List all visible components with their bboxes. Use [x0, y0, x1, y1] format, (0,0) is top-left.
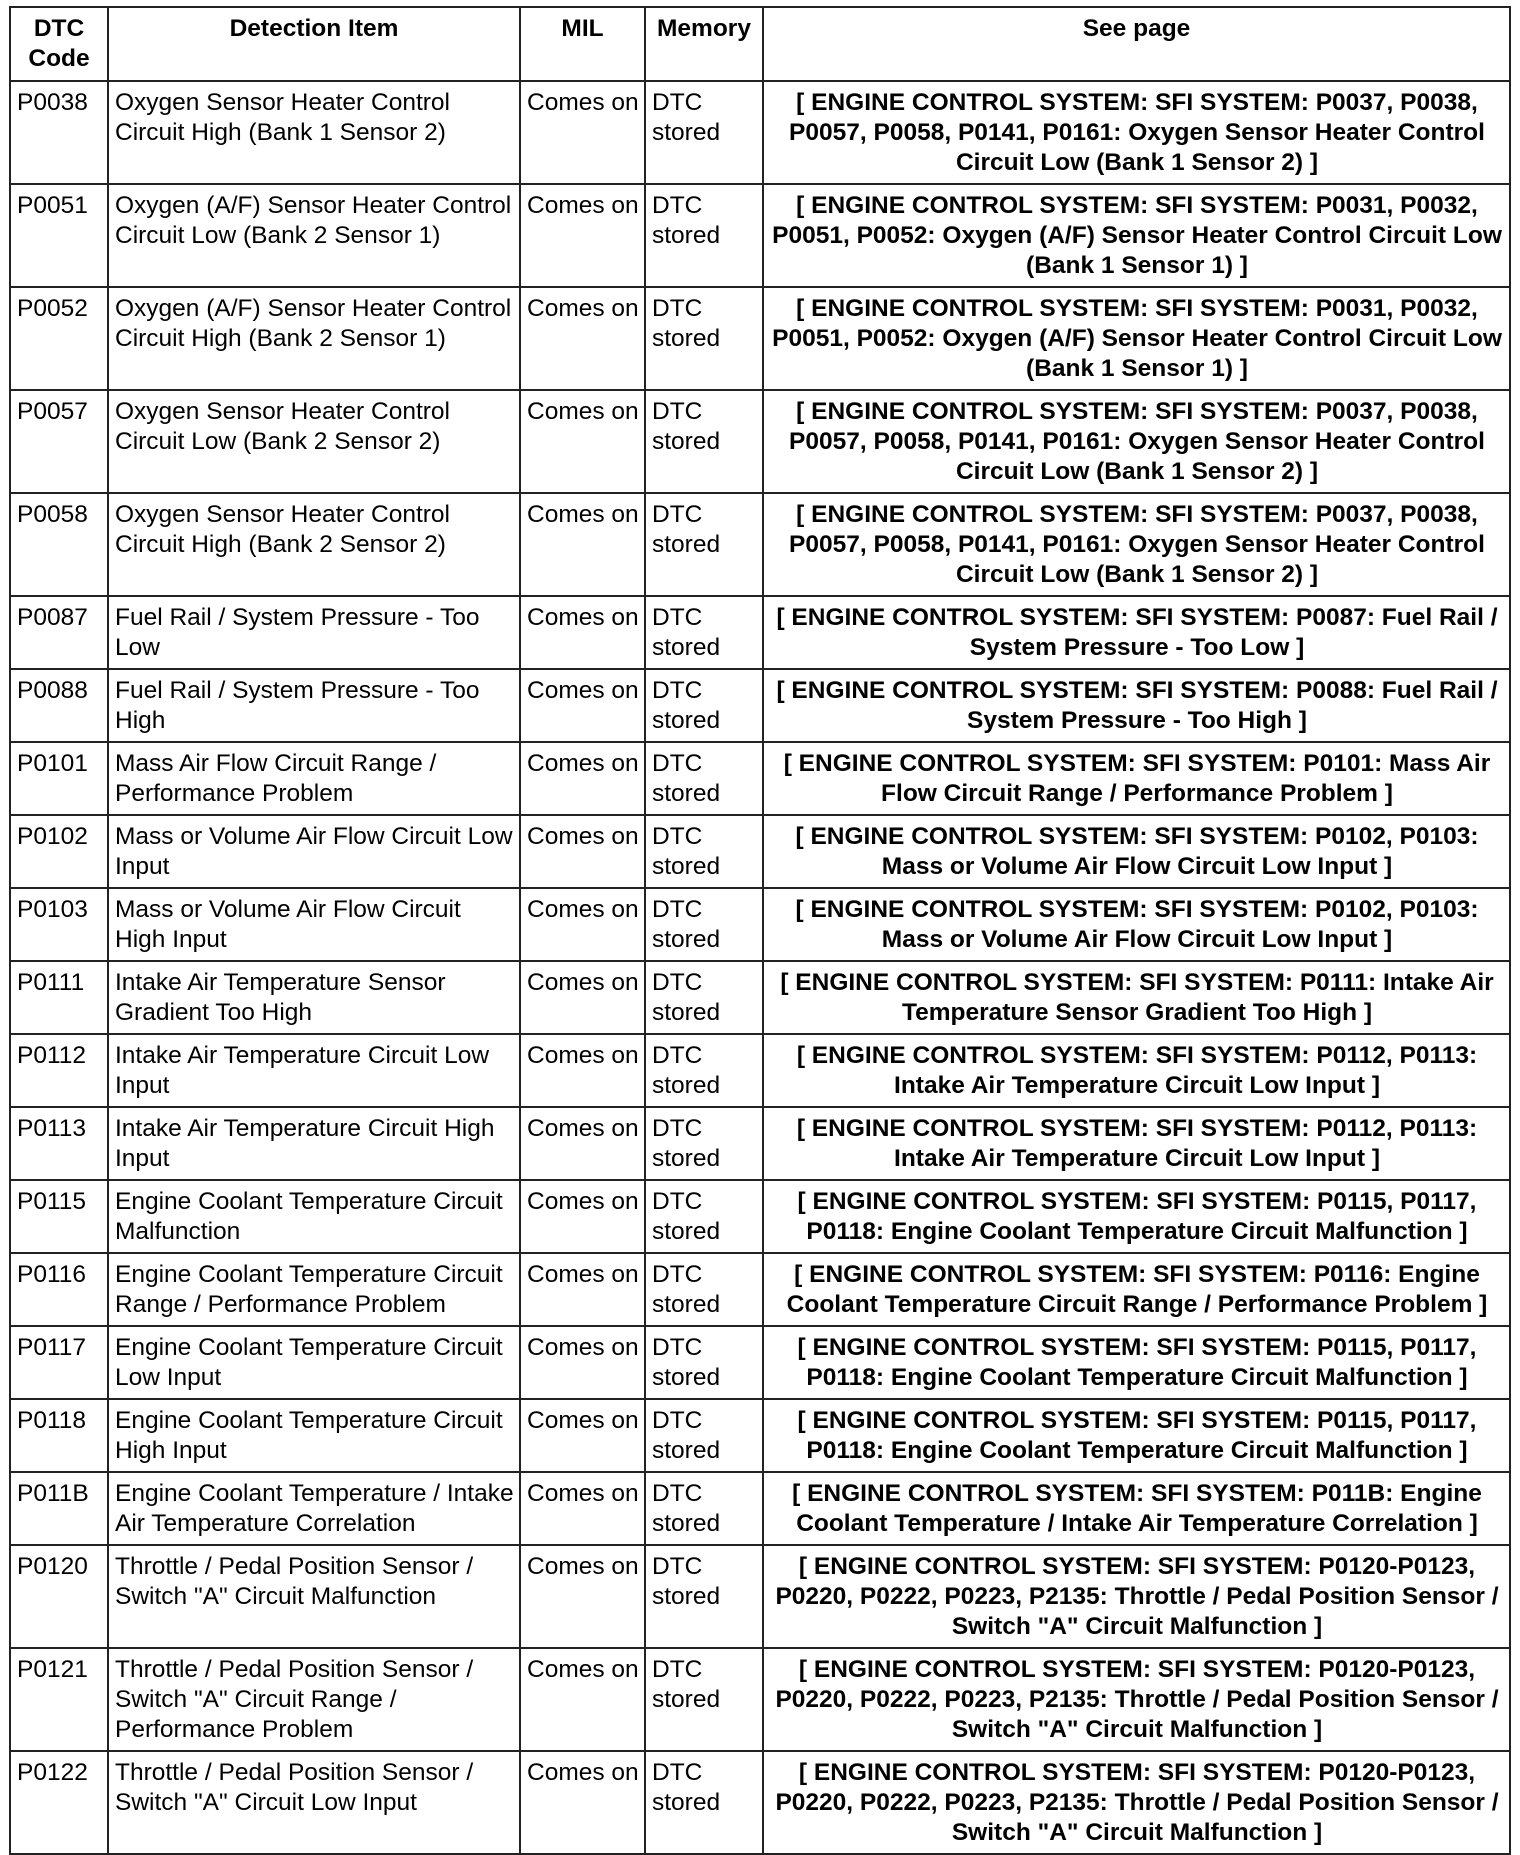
see-page-link[interactable]: [ ENGINE CONTROL SYSTEM: SFI SYSTEM: P011B: Engine Coolant Temperature / Intake Air Temperature Correlation ] [763, 1472, 1510, 1545]
dtc-code: P0102 [10, 815, 108, 888]
table-row [10, 1180, 1510, 1253]
dtc-code: P0115 [10, 1180, 108, 1253]
table-header-row [10, 7, 1510, 81]
detection-item: Oxygen (A/F) Sensor Heater Control Circuit Low (Bank 2 Sensor 1) [108, 184, 520, 287]
dtc-code: P0116 [10, 1253, 108, 1326]
memory-status: DTC stored [645, 1545, 763, 1648]
dtc-code: P0113 [10, 1107, 108, 1180]
table-row [10, 815, 1510, 888]
mil-status: Comes on [520, 1107, 645, 1180]
mil-status: Comes on [520, 669, 645, 742]
mil-status: Comes on [520, 596, 645, 669]
memory-status: DTC stored [645, 287, 763, 390]
memory-status: DTC stored [645, 493, 763, 596]
memory-status: DTC stored [645, 1180, 763, 1253]
table-row [10, 888, 1510, 961]
table-row [10, 1751, 1510, 1854]
see-page-link[interactable]: [ ENGINE CONTROL SYSTEM: SFI SYSTEM: P0102, P0103: Mass or Volume Air Flow Circuit Low Input ] [763, 888, 1510, 961]
header-detection-item: Detection Item [108, 7, 520, 81]
detection-item: Mass or Volume Air Flow Circuit Low Input [108, 815, 520, 888]
mil-status: Comes on [520, 1472, 645, 1545]
mil-status: Comes on [520, 888, 645, 961]
table-row [10, 1545, 1510, 1648]
see-page-link[interactable]: [ ENGINE CONTROL SYSTEM: SFI SYSTEM: P0087: Fuel Rail / System Pressure - Too Low ] [763, 596, 1510, 669]
see-page-link[interactable]: [ ENGINE CONTROL SYSTEM: SFI SYSTEM: P0116: Engine Coolant Temperature Circuit Range / Performance Problem ] [763, 1253, 1510, 1326]
table-row [10, 493, 1510, 596]
dtc-code: P0111 [10, 961, 108, 1034]
dtc-code: P0117 [10, 1326, 108, 1399]
dtc-code: P0101 [10, 742, 108, 815]
see-page-link[interactable]: [ ENGINE CONTROL SYSTEM: SFI SYSTEM: P0088: Fuel Rail / System Pressure - Too High ] [763, 669, 1510, 742]
detection-item: Intake Air Temperature Sensor Gradient Too High [108, 961, 520, 1034]
memory-status: DTC stored [645, 669, 763, 742]
dtc-code: P0058 [10, 493, 108, 596]
dtc-code: P0087 [10, 596, 108, 669]
header-see-page: See page [763, 7, 1510, 81]
detection-item: Fuel Rail / System Pressure - Too High [108, 669, 520, 742]
memory-status: DTC stored [645, 184, 763, 287]
dtc-code: P0052 [10, 287, 108, 390]
see-page-link[interactable]: [ ENGINE CONTROL SYSTEM: SFI SYSTEM: P0115, P0117, P0118: Engine Coolant Temperature Circuit Malfunction ] [763, 1399, 1510, 1472]
dtc-code: P011B [10, 1472, 108, 1545]
see-page-link[interactable]: [ ENGINE CONTROL SYSTEM: SFI SYSTEM: P0120-P0123, P0220, P0222, P0223, P2135: Throttle / Pedal Position Sensor / Switch "A" Circuit Malfunction ] [763, 1545, 1510, 1648]
see-page-link[interactable]: [ ENGINE CONTROL SYSTEM: SFI SYSTEM: P0115, P0117, P0118: Engine Coolant Temperature Circuit Malfunction ] [763, 1180, 1510, 1253]
dtc-code: P0038 [10, 81, 108, 184]
memory-status: DTC stored [645, 81, 763, 184]
memory-status: DTC stored [645, 815, 763, 888]
detection-item: Engine Coolant Temperature / Intake Air Temperature Correlation [108, 1472, 520, 1545]
detection-item: Oxygen Sensor Heater Control Circuit Low (Bank 2 Sensor 2) [108, 390, 520, 493]
detection-item: Throttle / Pedal Position Sensor / Switch "A" Circuit Malfunction [108, 1545, 520, 1648]
table-row [10, 1472, 1510, 1545]
see-page-link[interactable]: [ ENGINE CONTROL SYSTEM: SFI SYSTEM: P0037, P0038, P0057, P0058, P0141, P0161: Oxygen Sensor Heater Control Circuit Low (Bank 1 Sensor 2) ] [763, 493, 1510, 596]
table-row [10, 1648, 1510, 1751]
detection-item: Engine Coolant Temperature Circuit Malfunction [108, 1180, 520, 1253]
mil-status: Comes on [520, 961, 645, 1034]
mil-status: Comes on [520, 1648, 645, 1751]
memory-status: DTC stored [645, 390, 763, 493]
memory-status: DTC stored [645, 1751, 763, 1854]
table-row [10, 390, 1510, 493]
table-row [10, 81, 1510, 184]
see-page-link[interactable]: [ ENGINE CONTROL SYSTEM: SFI SYSTEM: P0111: Intake Air Temperature Sensor Gradient Too High ] [763, 961, 1510, 1034]
see-page-link[interactable]: [ ENGINE CONTROL SYSTEM: SFI SYSTEM: P0115, P0117, P0118: Engine Coolant Temperature Circuit Malfunction ] [763, 1326, 1510, 1399]
table-row [10, 1034, 1510, 1107]
mil-status: Comes on [520, 815, 645, 888]
mil-status: Comes on [520, 184, 645, 287]
see-page-link[interactable]: [ ENGINE CONTROL SYSTEM: SFI SYSTEM: P0037, P0038, P0057, P0058, P0141, P0161: Oxygen Sensor Heater Control Circuit Low (Bank 1 Sensor 2) ] [763, 390, 1510, 493]
see-page-link[interactable]: [ ENGINE CONTROL SYSTEM: SFI SYSTEM: P0112, P0113: Intake Air Temperature Circuit Low Input ] [763, 1034, 1510, 1107]
see-page-link[interactable]: [ ENGINE CONTROL SYSTEM: SFI SYSTEM: P0101: Mass Air Flow Circuit Range / Performance Problem ] [763, 742, 1510, 815]
detection-item: Throttle / Pedal Position Sensor / Switch "A" Circuit Low Input [108, 1751, 520, 1854]
detection-item: Intake Air Temperature Circuit High Input [108, 1107, 520, 1180]
detection-item: Intake Air Temperature Circuit Low Input [108, 1034, 520, 1107]
dtc-code: P0118 [10, 1399, 108, 1472]
mil-status: Comes on [520, 1399, 645, 1472]
memory-status: DTC stored [645, 1399, 763, 1472]
dtc-code: P0121 [10, 1648, 108, 1751]
detection-item: Engine Coolant Temperature Circuit Low Input [108, 1326, 520, 1399]
memory-status: DTC stored [645, 888, 763, 961]
memory-status: DTC stored [645, 1472, 763, 1545]
dtc-code: P0051 [10, 184, 108, 287]
see-page-link[interactable]: [ ENGINE CONTROL SYSTEM: SFI SYSTEM: P0037, P0038, P0057, P0058, P0141, P0161: Oxygen Sensor Heater Control Circuit Low (Bank 1 Sensor 2) ] [763, 81, 1510, 184]
memory-status: DTC stored [645, 1253, 763, 1326]
memory-status: DTC stored [645, 1107, 763, 1180]
detection-item: Throttle / Pedal Position Sensor / Switch "A" Circuit Range / Performance Problem [108, 1648, 520, 1751]
dtc-code: P0057 [10, 390, 108, 493]
detection-item: Fuel Rail / System Pressure - Too Low [108, 596, 520, 669]
mil-status: Comes on [520, 81, 645, 184]
see-page-link[interactable]: [ ENGINE CONTROL SYSTEM: SFI SYSTEM: P0031, P0032, P0051, P0052: Oxygen (A/F) Sensor Heater Control Circuit Low (Bank 1 Sensor 1) ] [763, 184, 1510, 287]
dtc-code: P0112 [10, 1034, 108, 1107]
dtc-code: P0122 [10, 1751, 108, 1854]
detection-item: Engine Coolant Temperature Circuit High Input [108, 1399, 520, 1472]
table-row [10, 1399, 1510, 1472]
mil-status: Comes on [520, 742, 645, 815]
mil-status: Comes on [520, 1034, 645, 1107]
detection-item: Oxygen Sensor Heater Control Circuit High (Bank 2 Sensor 2) [108, 493, 520, 596]
mil-status: Comes on [520, 1253, 645, 1326]
table-row [10, 287, 1510, 390]
detection-item: Oxygen Sensor Heater Control Circuit High (Bank 1 Sensor 2) [108, 81, 520, 184]
table-row [10, 1326, 1510, 1399]
dtc-table [9, 6, 1511, 1855]
header-memory: Memory [645, 7, 763, 81]
see-page-link[interactable]: [ ENGINE CONTROL SYSTEM: SFI SYSTEM: P0112, P0113: Intake Air Temperature Circuit Low Input ] [763, 1107, 1510, 1180]
table-row [10, 596, 1510, 669]
table-row [10, 1107, 1510, 1180]
mil-status: Comes on [520, 287, 645, 390]
mil-status: Comes on [520, 1326, 645, 1399]
mil-status: Comes on [520, 1180, 645, 1253]
memory-status: DTC stored [645, 1648, 763, 1751]
memory-status: DTC stored [645, 596, 763, 669]
table-row [10, 184, 1510, 287]
see-page-link[interactable]: [ ENGINE CONTROL SYSTEM: SFI SYSTEM: P0120-P0123, P0220, P0222, P0223, P2135: Throttle / Pedal Position Sensor / Switch "A" Circuit Malfunction ] [763, 1751, 1510, 1854]
table-row [10, 1253, 1510, 1326]
detection-item: Engine Coolant Temperature Circuit Range / Performance Problem [108, 1253, 520, 1326]
see-page-link[interactable]: [ ENGINE CONTROL SYSTEM: SFI SYSTEM: P0031, P0032, P0051, P0052: Oxygen (A/F) Sensor Heater Control Circuit Low (Bank 1 Sensor 1) ] [763, 287, 1510, 390]
detection-item: Mass or Volume Air Flow Circuit High Input [108, 888, 520, 961]
memory-status: DTC stored [645, 742, 763, 815]
header-mil: MIL [520, 7, 645, 81]
dtc-code: P0103 [10, 888, 108, 961]
detection-item: Oxygen (A/F) Sensor Heater Control Circuit High (Bank 2 Sensor 1) [108, 287, 520, 390]
dtc-code: P0120 [10, 1545, 108, 1648]
see-page-link[interactable]: [ ENGINE CONTROL SYSTEM: SFI SYSTEM: P0120-P0123, P0220, P0222, P0223, P2135: Throttle / Pedal Position Sensor / Switch "A" Circuit Malfunction ] [763, 1648, 1510, 1751]
memory-status: DTC stored [645, 1326, 763, 1399]
memory-status: DTC stored [645, 1034, 763, 1107]
detection-item: Mass Air Flow Circuit Range / Performance Problem [108, 742, 520, 815]
memory-status: DTC stored [645, 961, 763, 1034]
table-row [10, 961, 1510, 1034]
header-dtc-code: DTC Code [10, 7, 108, 81]
table-row [10, 742, 1510, 815]
mil-status: Comes on [520, 390, 645, 493]
mil-status: Comes on [520, 493, 645, 596]
mil-status: Comes on [520, 1751, 645, 1854]
mil-status: Comes on [520, 1545, 645, 1648]
dtc-code: P0088 [10, 669, 108, 742]
table-row [10, 669, 1510, 742]
see-page-link[interactable]: [ ENGINE CONTROL SYSTEM: SFI SYSTEM: P0102, P0103: Mass or Volume Air Flow Circuit Low Input ] [763, 815, 1510, 888]
